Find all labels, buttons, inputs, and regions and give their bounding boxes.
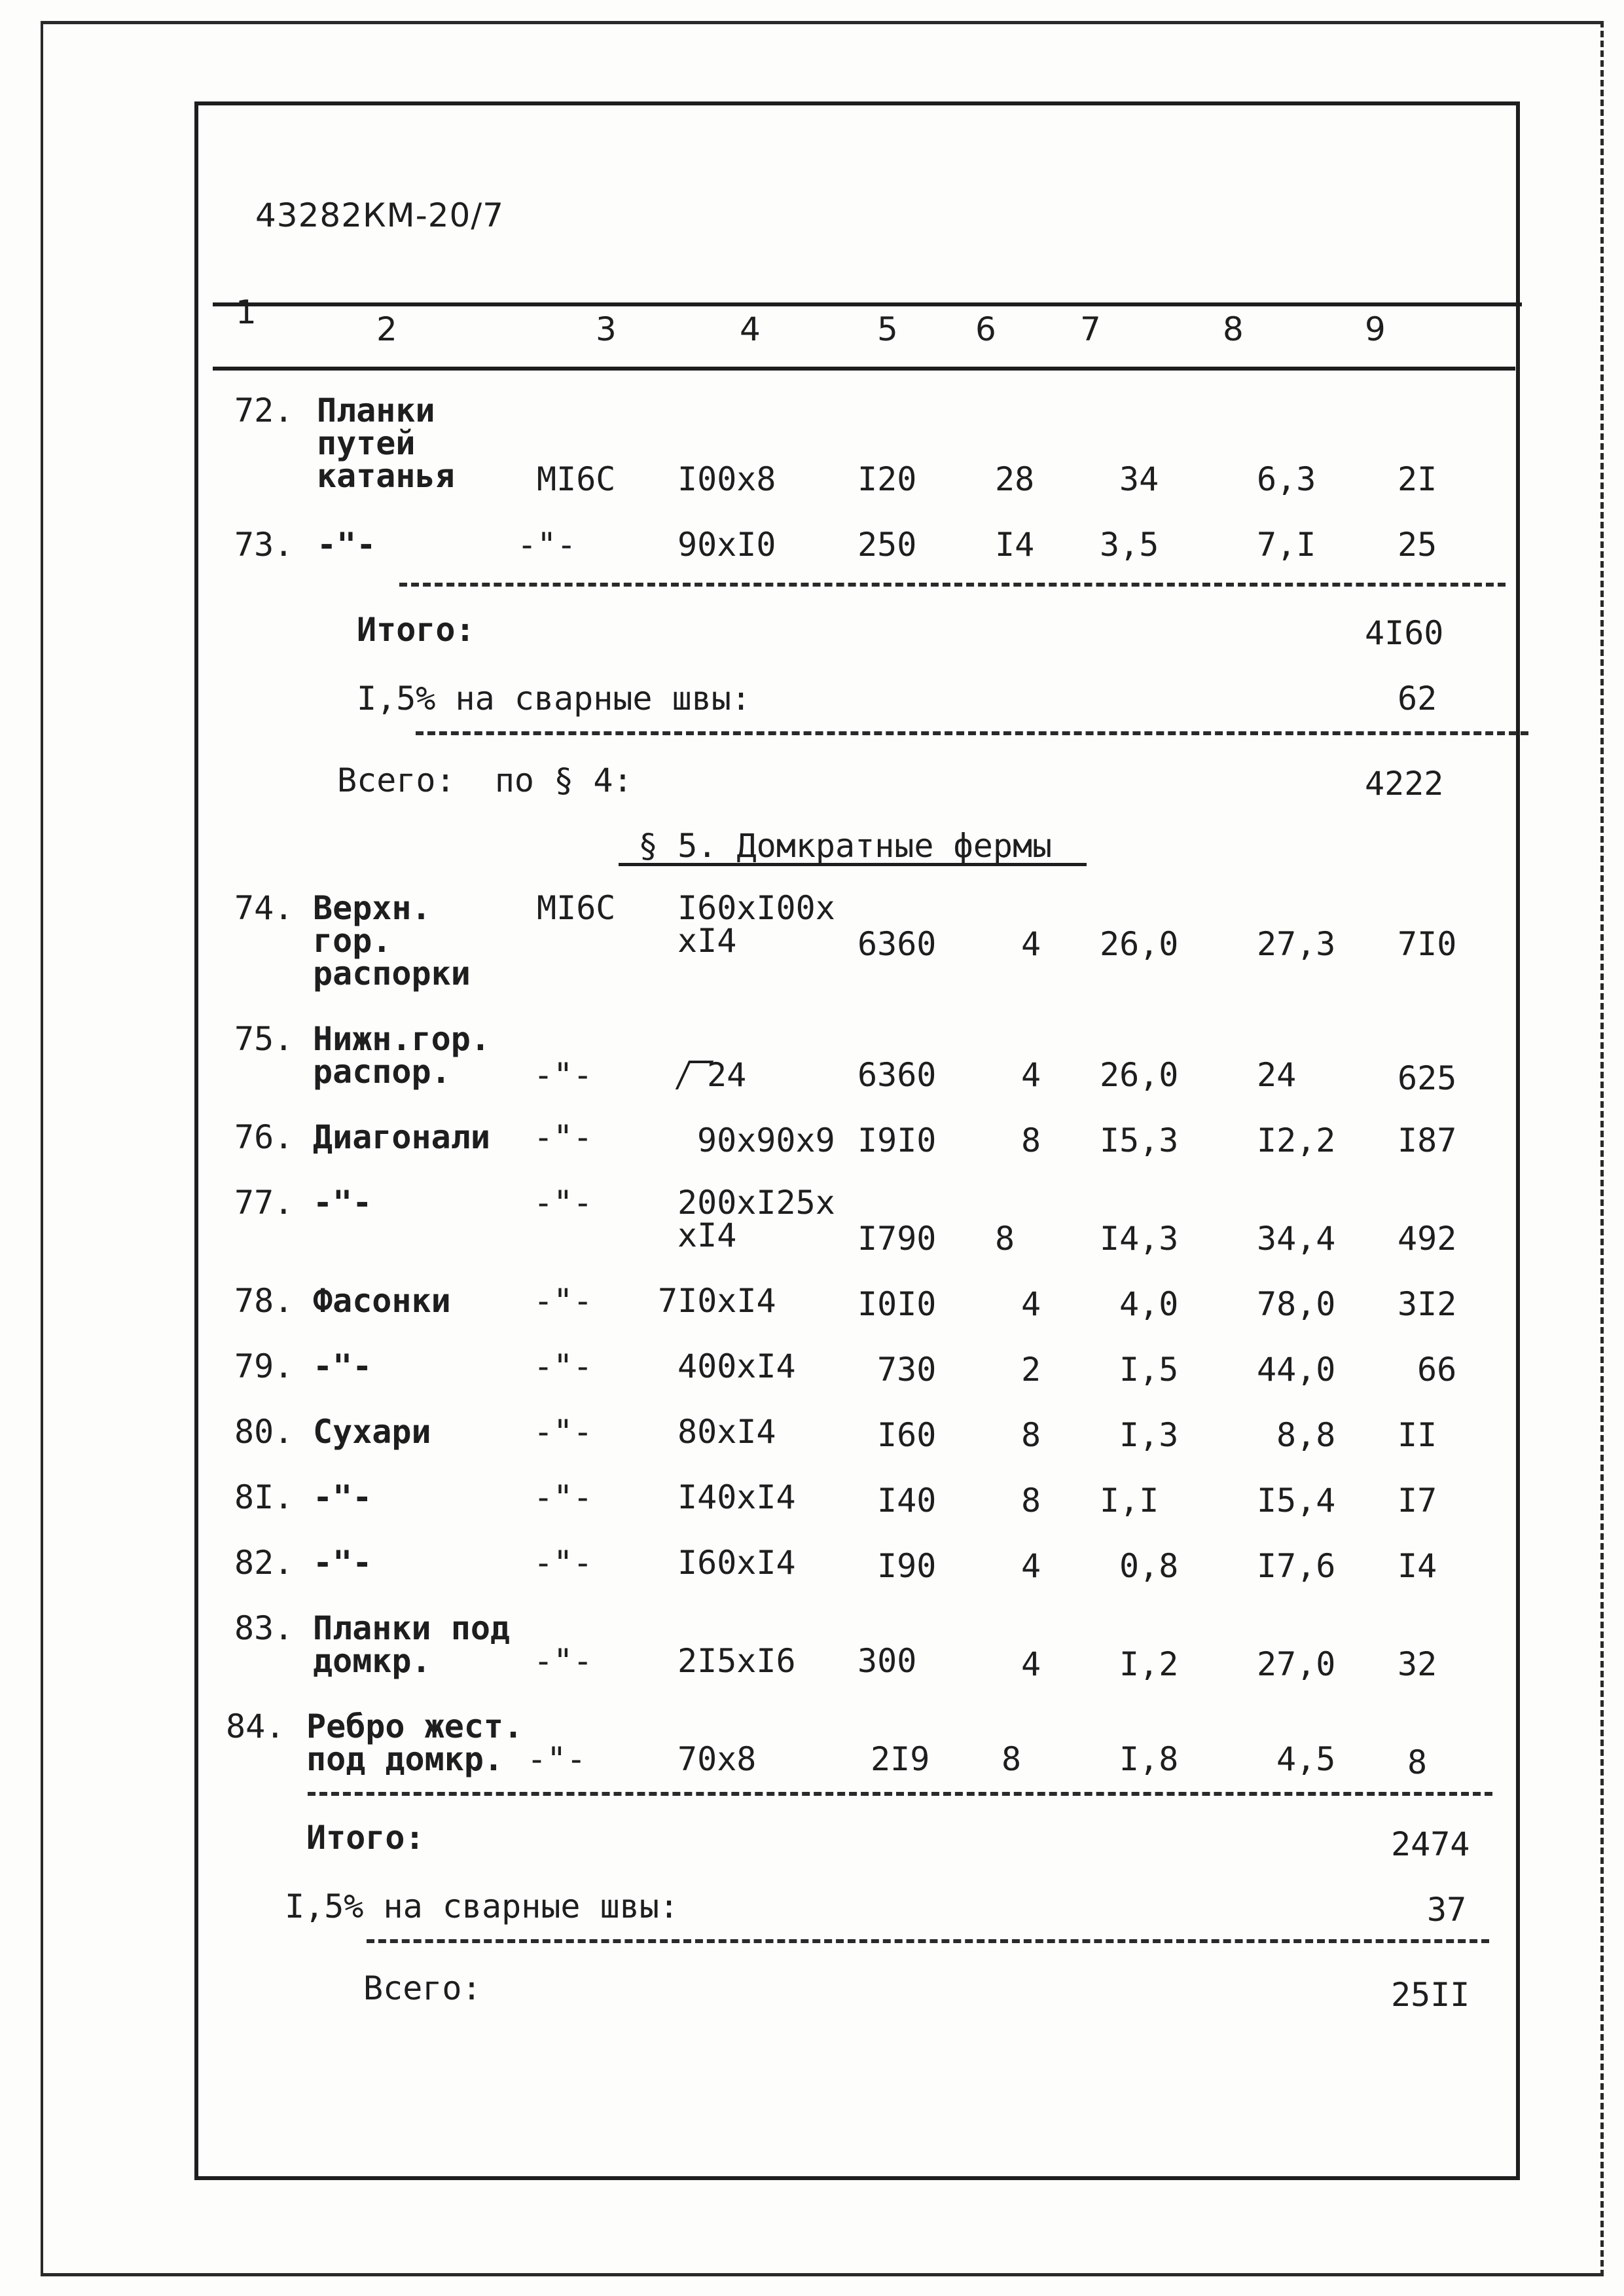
row-number: 74. [234,889,294,927]
section-title-underline [619,863,1087,866]
row-number: 78. [234,1282,294,1320]
cell-steel: -"- [533,1478,593,1516]
dashed-separator [416,731,1528,735]
cell-col7: I,I [1100,1482,1159,1520]
cell-col5: I9I0 [857,1121,937,1159]
cell-col8: 7,I [1257,526,1316,564]
row-name-line: Планки под [313,1609,511,1647]
cell-steel: -"- [533,1544,593,1582]
cell-steel: -"- [517,526,577,564]
col-header-7: 7 [1080,310,1101,348]
cell-section: 7I0xI4 [658,1282,776,1320]
cell-col5: 6360 [857,925,937,963]
cell-col7: 34 [1119,460,1159,498]
cell-col6: 2 [1021,1351,1041,1389]
cell-col9: I87 [1398,1121,1457,1159]
cell-steel: -"- [533,1347,593,1385]
cell-col9: I4 [1398,1547,1437,1585]
row-name-line: -"- [313,1347,372,1385]
welds-label: I,5% на сварные швы: [285,1887,679,1925]
total-label: Всего: [363,1969,482,2007]
cell-col8: I2,2 [1257,1121,1336,1159]
header-top-rule [213,302,1522,306]
col-header-3: 3 [596,310,617,348]
cell-col6: 8 [995,1220,1015,1258]
cell-section: 90xI0 [677,526,776,564]
cell-col6: 8 [1021,1121,1041,1159]
dashed-separator [399,583,1506,587]
cell-col8: 8,8 [1276,1416,1336,1454]
cell-col9: 625 [1398,1059,1457,1097]
cell-col9: 2I [1398,460,1437,498]
cell-section: 400xI4 [677,1347,796,1385]
cell-col9: I7 [1398,1482,1437,1520]
cell-col7: 3,5 [1100,526,1159,564]
cell-col6: 4 [1021,1547,1041,1585]
row-name-line: -"- [313,1544,372,1582]
cell-section: 2I5xI6 [677,1642,796,1680]
cell-col6: 4 [1021,1056,1041,1094]
row-name-line: Верхн. [313,889,431,927]
cell-steel: -"- [533,1118,593,1156]
row-number: 77. [234,1184,294,1222]
cell-col7: I,5 [1119,1351,1179,1389]
row-name-line: путей [317,424,416,462]
cell-col5: I40 [877,1482,937,1520]
row-name-line: -"- [313,1478,372,1516]
cell-col5: 730 [877,1351,937,1389]
cell-col7: 26,0 [1100,925,1179,963]
cell-col6: 4 [1021,1285,1041,1323]
section-title: § 5. Домкратные фермы [638,827,1053,865]
row-name-line: -"- [313,1184,372,1222]
cell-col8: 6,3 [1257,460,1316,498]
cell-section: I00x8 [677,460,776,498]
cell-steel: МI6С [537,889,616,927]
cell-col8: I7,6 [1257,1547,1336,1585]
cell-col7: 4,0 [1119,1285,1179,1323]
welds-value: 37 [1427,1891,1467,1929]
cell-section: 200xI25x [677,1184,835,1222]
cell-col7: I5,3 [1100,1121,1179,1159]
cell-section: xI4 [677,1216,737,1254]
cell-col5: I790 [857,1220,937,1258]
total-label: Всего: по § 4: [337,761,633,799]
row-name-line: распорки [313,955,471,993]
cell-col9: 32 [1398,1645,1437,1683]
row-number: 72. [234,392,294,429]
subtotal-value: 4I60 [1365,614,1444,652]
col-header-2: 2 [376,310,397,348]
subtotal-label: Итого: [306,1819,425,1857]
welds-label: I,5% на сварные швы: [357,680,751,718]
cell-col5: 6360 [857,1056,937,1094]
row-name-line: катанья [317,457,455,495]
cell-section: xI4 [677,922,737,960]
cell-steel: -"- [533,1282,593,1320]
cell-col7: I,3 [1119,1416,1179,1454]
cell-section: 24 [707,1056,747,1094]
cell-col9: 8 [1407,1743,1428,1781]
row-name-line: Ребро жест. [306,1707,524,1745]
cell-col5: I0I0 [857,1285,937,1323]
cell-col5: I20 [857,460,917,498]
cell-col8: 44,0 [1257,1351,1336,1389]
cell-col7: 0,8 [1119,1547,1179,1585]
row-number: 80. [234,1413,294,1451]
cell-col8: I5,4 [1257,1482,1336,1520]
cell-steel: -"- [533,1184,593,1222]
cell-col6: 4 [1021,1645,1041,1683]
cell-steel: -"- [533,1056,593,1094]
cell-col6: I4 [995,526,1035,564]
row-number: 8I. [234,1478,294,1516]
cell-col5: I60 [877,1416,937,1454]
col-header-9: 9 [1365,310,1386,348]
row-name-line: Фасонки [313,1282,451,1320]
cell-col5: 300 [857,1642,917,1680]
subtotal-label: Итого: [357,611,475,649]
subtotal-value: 2474 [1391,1825,1470,1863]
cell-col7: I4,3 [1100,1220,1179,1258]
row-name-line: Сухари [313,1413,431,1451]
cell-col8: 27,3 [1257,925,1336,963]
cell-section: 70x8 [677,1740,757,1778]
row-number: 79. [234,1347,294,1385]
row-name-line: распор. [313,1053,451,1091]
cell-col8: 24 [1257,1056,1297,1094]
row-number: 76. [234,1118,294,1156]
cell-col5: 2I9 [871,1740,930,1778]
col-header-4: 4 [740,310,761,348]
dashed-separator [308,1792,1492,1796]
cell-col9: 3I2 [1398,1285,1457,1323]
cell-col6: 28 [995,460,1035,498]
row-name-line: гор. [313,922,392,960]
cell-steel: -"- [527,1740,586,1778]
cell-col6: 8 [1021,1482,1041,1520]
cell-steel: МI6С [537,460,616,498]
cell-col5: I90 [877,1547,937,1585]
cell-section: I40xI4 [677,1478,796,1516]
cell-col6: 4 [1021,925,1041,963]
cell-steel: -"- [533,1413,593,1451]
row-name-line: Нижн.гор. [313,1020,490,1058]
col-header-8: 8 [1223,310,1244,348]
row-number: 73. [234,526,294,564]
col-header-6: 6 [975,310,996,348]
cell-col9: II [1398,1416,1437,1454]
total-value: 4222 [1365,765,1444,803]
cell-col8: 34,4 [1257,1220,1336,1258]
cell-col5: 250 [857,526,917,564]
cell-section: 90x90x9 [697,1121,835,1159]
cell-col7: I,2 [1119,1645,1179,1683]
row-name-line: под домкр. [306,1740,504,1778]
row-number: 84. [226,1707,285,1745]
document-code: 43282КМ-20/7 [255,196,505,234]
cell-col8: 78,0 [1257,1285,1336,1323]
total-value: 25II [1391,1976,1470,2014]
col-header-1: 1 [236,293,257,331]
dashed-separator [367,1939,1489,1943]
cell-col8: 27,0 [1257,1645,1336,1683]
cell-section: I60xI00x [677,889,835,927]
row-name-line: домкр. [313,1642,431,1680]
cell-col7: I,8 [1119,1740,1179,1778]
cell-col9: 25 [1398,526,1437,564]
cell-col8: 4,5 [1276,1740,1336,1778]
cell-col6: 8 [1021,1416,1041,1454]
cell-col9: 7I0 [1398,925,1457,963]
cell-col9: 492 [1398,1220,1457,1258]
cell-col7: 26,0 [1100,1056,1179,1094]
cell-col6: 8 [1001,1740,1022,1778]
row-name-line: Планки [317,392,435,429]
welds-value: 62 [1398,680,1437,718]
col-header-5: 5 [877,310,898,348]
cell-section: 80xI4 [677,1413,776,1451]
row-number: 82. [234,1544,294,1582]
row-number: 83. [234,1609,294,1647]
row-name-line: Диагонали [313,1118,490,1156]
row-number: 75. [234,1020,294,1058]
header-bottom-rule [213,367,1515,371]
cell-steel: -"- [533,1642,593,1680]
cell-col9: 66 [1417,1351,1457,1389]
cell-section: I60xI4 [677,1544,796,1582]
row-name-line: -"- [317,526,376,564]
